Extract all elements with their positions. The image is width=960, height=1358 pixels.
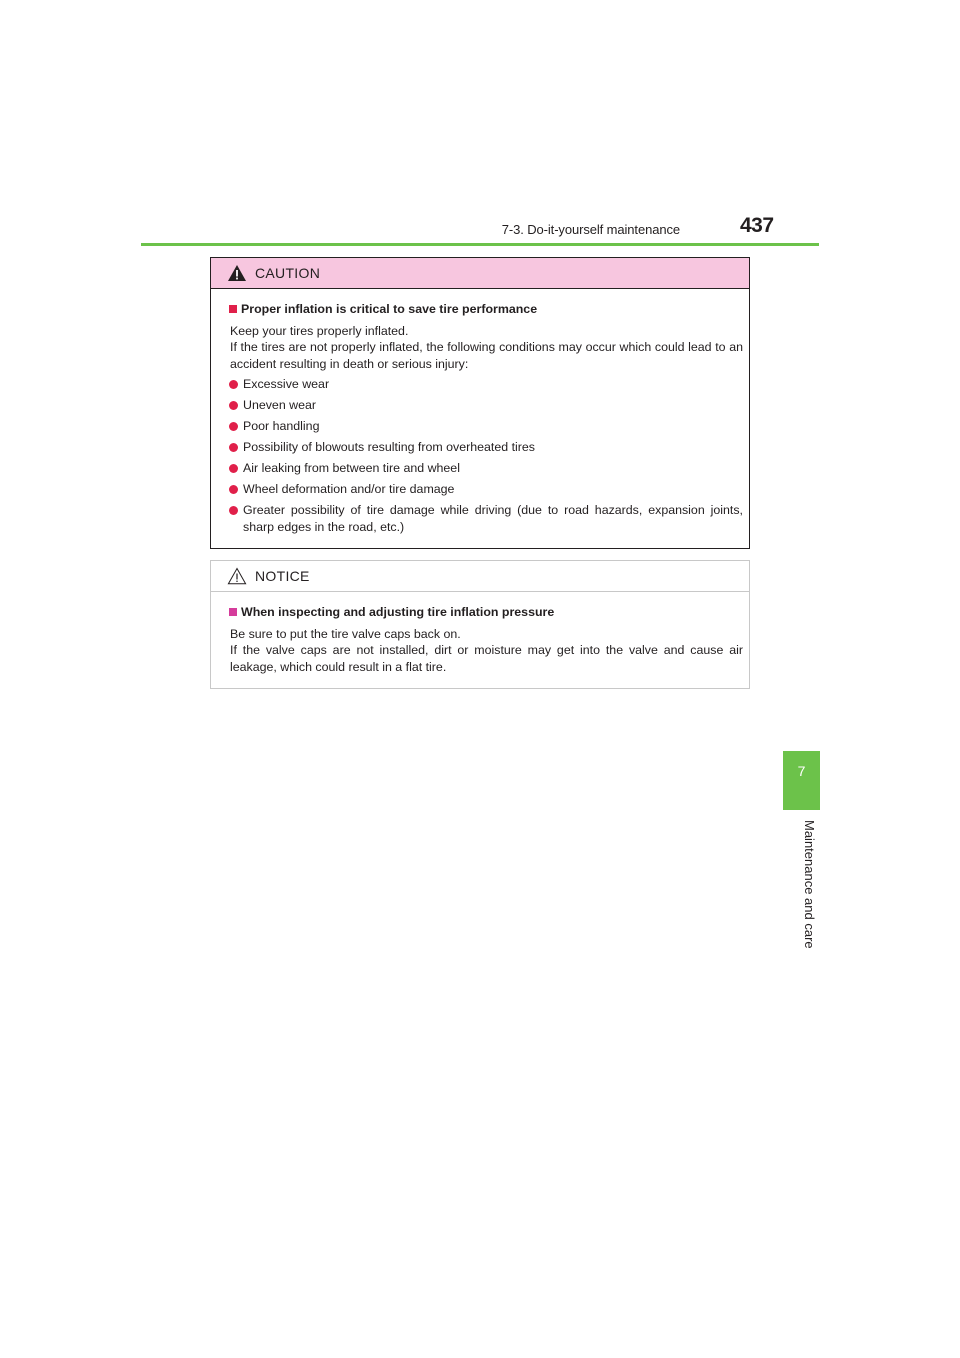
notice-title-text: When inspecting and adjusting tire inflation pressure bbox=[241, 605, 555, 619]
notice-body bbox=[211, 592, 749, 675]
bullet-dot-icon bbox=[229, 485, 238, 494]
bullet-text: Air leaking from between tire and wheel bbox=[243, 461, 460, 475]
caution-bullet-list bbox=[229, 376, 743, 535]
caution-heading: CAUTION bbox=[255, 265, 321, 281]
list-item bbox=[229, 439, 743, 456]
bullet-text: Possibility of blowouts resulting from overheated tires bbox=[243, 440, 536, 454]
bullet-text: Greater possibility of tire damage while driving (due to road hazards, expansion joints, sharp edges in the road, etc.) bbox=[243, 503, 743, 534]
bullet-dot-icon bbox=[229, 464, 238, 473]
square-bullet-icon bbox=[229, 305, 237, 313]
list-item bbox=[229, 481, 743, 498]
section-title: 7-3. Do-it-yourself maintenance bbox=[501, 222, 680, 237]
caution-paragraph: Keep your tires properly inflated. bbox=[230, 323, 409, 338]
header-rule bbox=[141, 243, 819, 246]
list-item bbox=[229, 502, 743, 535]
bullet-dot-icon bbox=[229, 506, 238, 515]
bullet-text: Uneven wear bbox=[243, 398, 317, 412]
notice-item-title bbox=[229, 604, 743, 621]
bullet-dot-icon bbox=[229, 380, 238, 389]
notice-box bbox=[210, 560, 750, 689]
caution-item-title bbox=[229, 301, 743, 318]
page-header bbox=[0, 0, 960, 250]
bullet-text: Wheel deformation and/or tire damage bbox=[243, 482, 455, 496]
bullet-dot-icon bbox=[229, 422, 238, 431]
bullet-text: Poor handling bbox=[243, 419, 320, 433]
list-item bbox=[229, 460, 743, 477]
bullet-text: Excessive wear bbox=[243, 377, 330, 391]
square-bullet-icon bbox=[229, 608, 237, 616]
notice-heading: NOTICE bbox=[255, 568, 310, 584]
list-item bbox=[229, 376, 743, 393]
bullet-dot-icon bbox=[229, 443, 238, 452]
warning-triangle-icon bbox=[227, 264, 247, 282]
caution-box bbox=[210, 257, 750, 549]
notice-paragraphs bbox=[229, 626, 743, 676]
notice-paragraph: Be sure to put the tire valve caps back on. bbox=[230, 626, 461, 641]
list-item bbox=[229, 418, 743, 435]
page-number: 437 bbox=[740, 214, 774, 237]
bullet-dot-icon bbox=[229, 401, 238, 410]
list-item bbox=[229, 397, 743, 414]
caution-header bbox=[211, 258, 749, 289]
notice-paragraph: If the valve caps are not installed, dirt or moisture may get into the valve and cause air leakage, which could result in a flat tire. bbox=[230, 643, 743, 674]
caution-body bbox=[211, 289, 749, 535]
caution-paragraph: If the tires are not properly inflated, the following conditions may occur which could lead to an accident resulting in death or serious injury: bbox=[230, 340, 743, 371]
notice-header bbox=[211, 561, 749, 592]
caution-paragraphs bbox=[229, 323, 743, 373]
chapter-tab: 7 bbox=[783, 751, 820, 810]
caution-title-text: Proper inflation is critical to save tire performance bbox=[241, 302, 538, 316]
chapter-label: Maintenance and care bbox=[802, 820, 817, 949]
notice-triangle-icon bbox=[227, 567, 247, 585]
